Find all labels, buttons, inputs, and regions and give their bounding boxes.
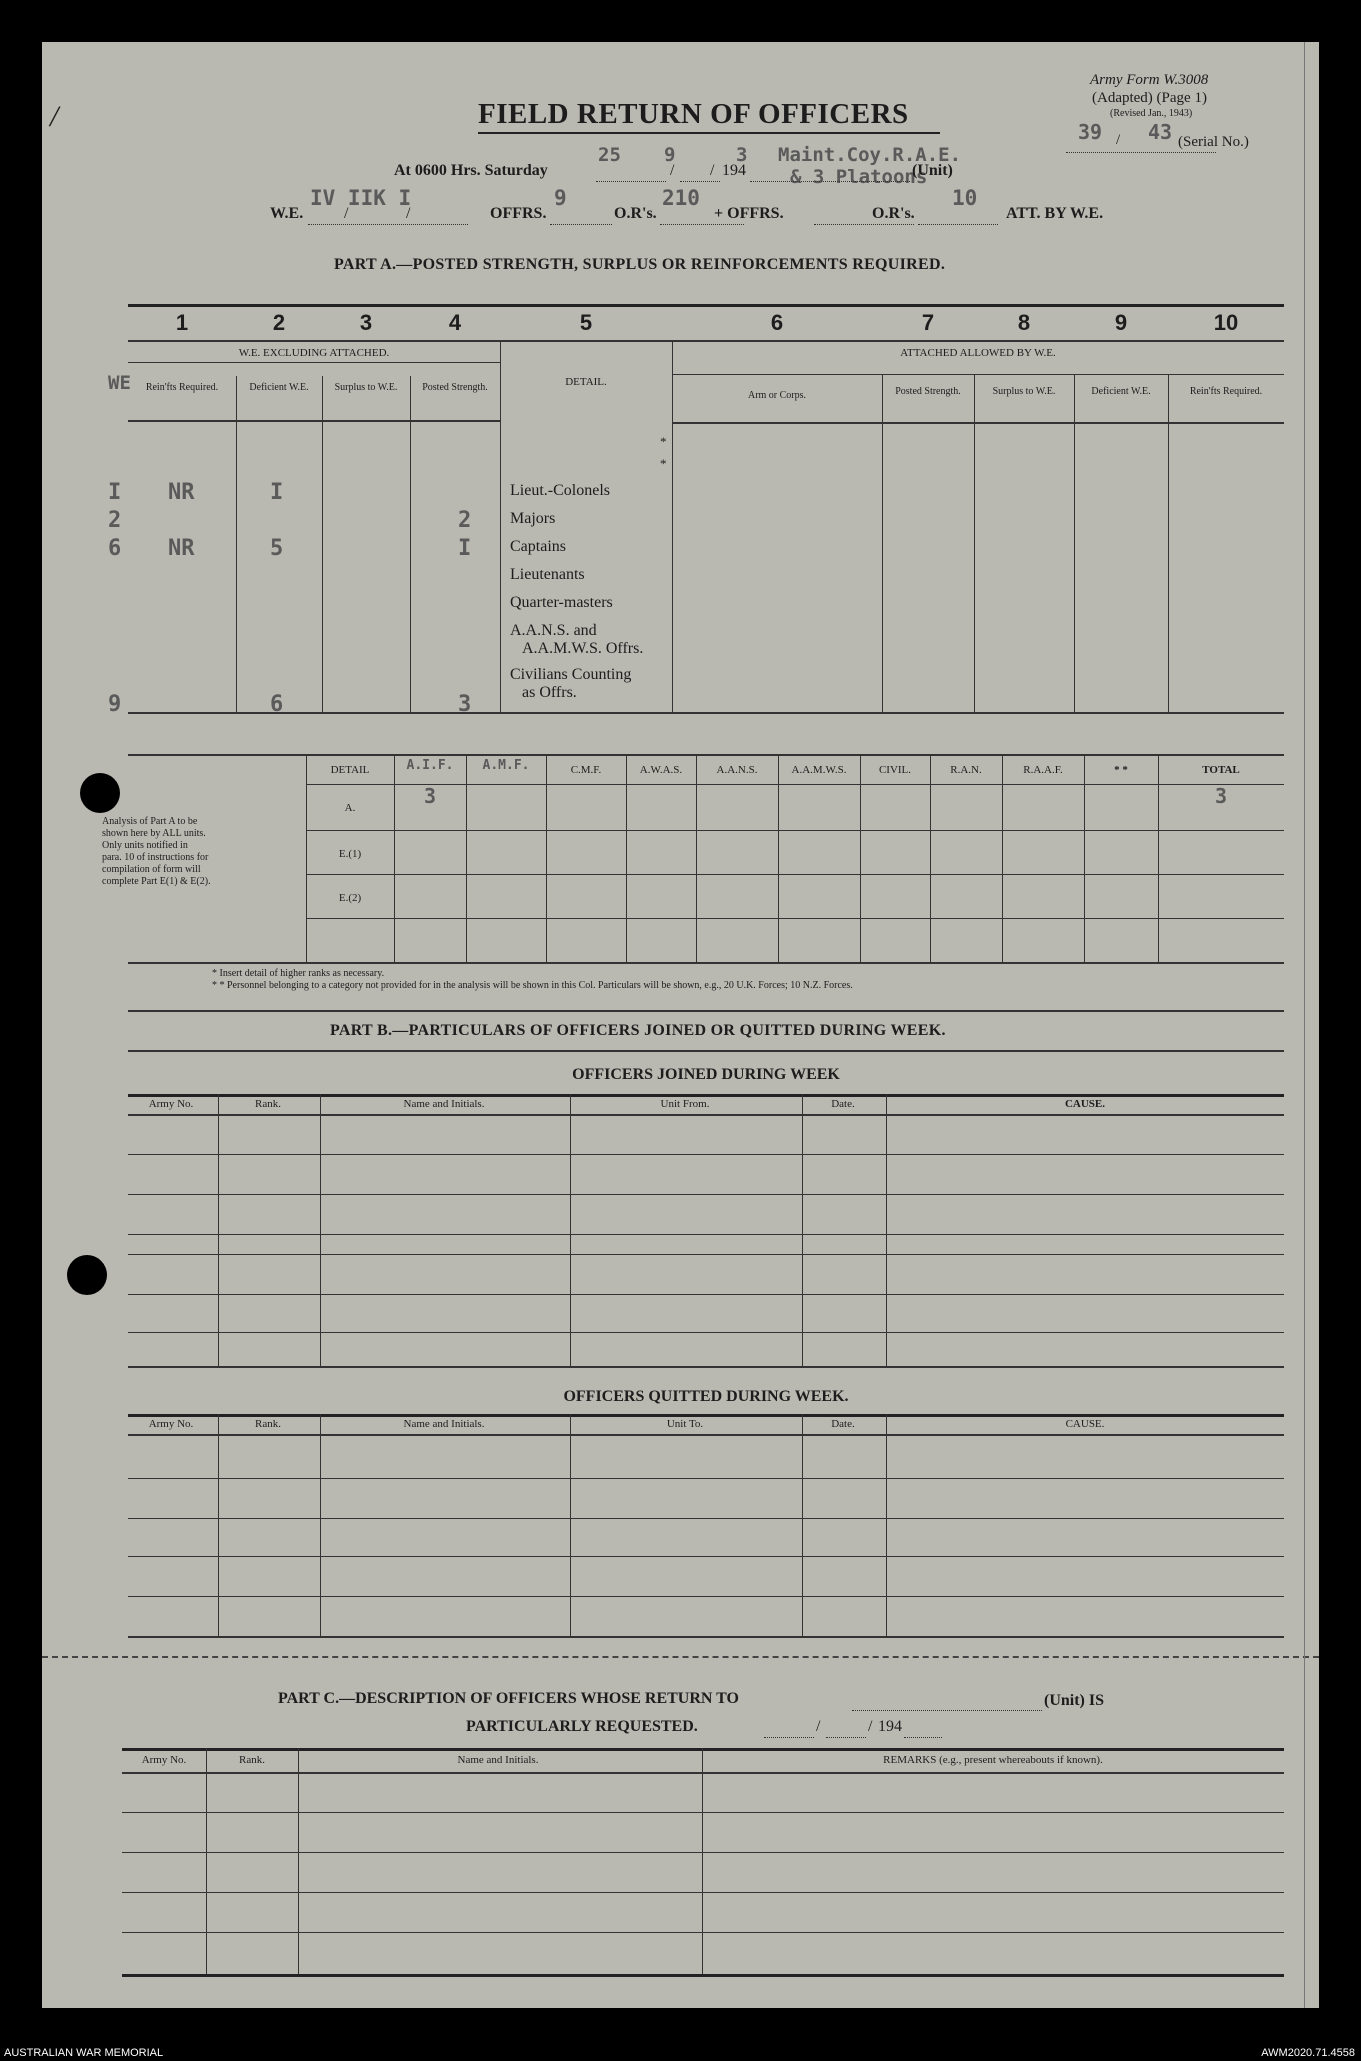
joined-header-date: Date. <box>831 1098 855 1110</box>
col-number-8: 8 <box>1017 310 1031 335</box>
ors2-value: 10 <box>952 186 978 210</box>
posted-captains: I <box>458 536 472 561</box>
footnote-2: * * Personnel belonging to a category not provided for in the analysis will be shown in this Col. Particulars will be shown, e.g., 20 U.K. Forces; 10 N.Z. Forces. <box>212 980 853 991</box>
quitted-header-army-no: Army No. <box>148 1418 194 1430</box>
header-deficient: Deficient W.E. <box>249 382 309 393</box>
corner-mark: / <box>50 100 59 133</box>
header-posted: Posted Strength. <box>422 382 488 393</box>
we-value: IV IIK I <box>310 186 412 210</box>
analysis-note <box>102 816 234 888</box>
analysis-header-aamws: A.A.M.W.S. <box>791 764 847 776</box>
col-number-5: 5 <box>579 310 593 335</box>
quitted-header-rank: Rank. <box>255 1418 281 1430</box>
unit-label: (Unit) <box>912 162 953 179</box>
we-total: 9 <box>108 692 122 717</box>
analysis-header-aans: A.A.N.S. <box>716 764 758 776</box>
serial-value-2: 43 <box>1148 120 1173 144</box>
rank-aamws: A.A.M.W.S. Offrs. <box>522 640 644 657</box>
serial-value: 39 <box>1078 120 1103 144</box>
analysis-note-line-1: Analysis of Part A to be <box>102 816 198 827</box>
analysis-aif-a-value: 3 <box>423 784 437 808</box>
part-a-title: PART A.—POSTED STRENGTH, SURPLUS OR REINFORCEMENTS REQUIRED. <box>334 256 946 273</box>
rank-as-offrs: as Offrs. <box>522 684 577 701</box>
header-surplus-att: Surplus to W.E. <box>992 386 1056 397</box>
unit-line-2: & 3 Platoons <box>790 166 928 188</box>
analysis-header-other: * * <box>1114 764 1128 776</box>
detail-header: DETAIL. <box>565 376 607 388</box>
serial-label: (Serial No.) <box>1178 134 1249 150</box>
posted-total: 3 <box>458 692 472 717</box>
joined-header-army-no: Army No. <box>148 1098 194 1110</box>
group-we-excluding: W.E. EXCLUDING ATTACHED. <box>238 347 390 359</box>
rank-majors: Majors <box>510 510 556 527</box>
deficient-captains: 5 <box>270 536 284 561</box>
deficient-lieut-colonels: I <box>270 480 284 505</box>
rank-civilians: Civilians Counting <box>510 666 632 683</box>
rank-lieutenants: Lieutenants <box>510 566 585 583</box>
part-b-title: PART B.—PARTICULARS OF OFFICERS JOINED OR QUITTED DURING WEEK. <box>330 1022 946 1039</box>
analysis-header-cmf: C.M.F. <box>570 764 602 776</box>
revised-note: (Revised Jan., 1943) <box>1110 108 1193 119</box>
analysis-note-line-3: Only units notified in <box>102 840 188 851</box>
col-number-7: 7 <box>921 310 935 335</box>
quitted-header-cause: CAUSE. <box>1065 1418 1105 1430</box>
rank-lieut-colonels: Lieut.-Colonels <box>510 482 610 499</box>
part-c-header-name: Name and Initials. <box>457 1754 539 1766</box>
we-handwritten-mark: WE <box>108 372 131 394</box>
analysis-note-line-5: compilation of form will <box>102 864 201 875</box>
footnote-1: * Insert detail of higher ranks as necessary. <box>212 968 385 979</box>
col-number-4: 4 <box>448 310 462 335</box>
year-prefix: 194 <box>722 162 746 179</box>
asterisk-1: * <box>660 434 667 449</box>
we-majors: 2 <box>108 508 122 533</box>
year-digit: 3 <box>736 144 748 166</box>
joined-title: OFFICERS JOINED DURING WEEK <box>572 1066 840 1083</box>
asterisk-2: * <box>660 456 667 471</box>
part-c-title-b: (Unit) IS <box>1044 1692 1105 1709</box>
analysis-header-total: TOTAL <box>1202 764 1240 776</box>
header-arm-corps: Arm or Corps. <box>747 390 807 401</box>
analysis-row-a: A. <box>344 802 356 814</box>
adapted-note: (Adapted) (Page 1) <box>1092 90 1207 106</box>
punch-hole-lower <box>67 1255 107 1295</box>
analysis-header-raaf: R.A.A.F. <box>1023 764 1063 776</box>
header-reinfts-att: Rein'fts Required. <box>1189 386 1263 397</box>
quitted-header-unit-to: Unit To. <box>666 1418 704 1430</box>
col-number-10: 10 <box>1213 310 1239 335</box>
header-surplus: Surplus to W.E. <box>334 382 398 393</box>
part-c-title-a: PART C.—DESCRIPTION OF OFFICERS WHOSE RETURN TO <box>278 1690 739 1707</box>
analysis-row-e2: E.(2) <box>338 892 362 904</box>
rank-aans: A.A.N.S. and <box>510 622 597 639</box>
we-label: W.E. <box>270 205 304 222</box>
header-reinfts: Rein'fts Required. <box>145 382 219 393</box>
col-number-2: 2 <box>272 310 286 335</box>
date-day: 25 <box>598 144 621 166</box>
we-captains: 6 <box>108 536 122 561</box>
analysis-header-detail: DETAIL <box>330 764 370 776</box>
date-month: 9 <box>664 144 676 166</box>
quitted-title: OFFICERS QUITTED DURING WEEK. <box>563 1388 849 1405</box>
quitted-header-date: Date. <box>831 1418 855 1430</box>
analysis-total-a-value: 3 <box>1214 784 1228 808</box>
col-number-3: 3 <box>359 310 373 335</box>
army-form-number: Army Form W.3008 <box>1090 72 1209 88</box>
offrs-value: 9 <box>554 186 567 210</box>
form-title: FIELD RETURN OF OFFICERS <box>478 98 909 130</box>
part-c-header-army-no: Army No. <box>141 1754 187 1766</box>
unit-line-1: Maint.Coy.R.A.E. <box>778 144 962 166</box>
reinf-lieut-colonels: NR <box>168 480 195 505</box>
col-number-6: 6 <box>770 310 784 335</box>
footer-accession: AWM2020.71.4558 <box>1261 2047 1355 2059</box>
col-number-9: 9 <box>1114 310 1128 335</box>
group-attached-allowed: ATTACHED ALLOWED BY W.E. <box>900 347 1056 359</box>
ors-label: O.R's. <box>614 205 657 222</box>
att-label: ATT. BY W.E. <box>1006 205 1104 222</box>
analysis-row-e1: E.(1) <box>338 848 362 860</box>
plus-offrs-label: + OFFRS. <box>714 205 784 222</box>
ors2-label: O.R's. <box>872 205 915 222</box>
deficient-total: 6 <box>270 692 284 717</box>
joined-header-cause: CAUSE. <box>1064 1098 1106 1110</box>
offrs-label: OFFRS. <box>490 205 547 222</box>
we-lieut-colonels: I <box>108 480 122 505</box>
analysis-note-line-2: shown here by ALL units. <box>102 828 206 839</box>
joined-header-unit-from: Unit From. <box>660 1098 710 1110</box>
analysis-header-awas: A.W.A.S. <box>639 764 683 776</box>
quitted-header-name: Name and Initials. <box>403 1418 485 1430</box>
header-deficient-att: Deficient W.E. <box>1091 386 1151 397</box>
part-c-subtitle-a: PARTICULARLY REQUESTED. <box>466 1718 698 1735</box>
analysis-header-civil: CIVIL. <box>878 764 912 776</box>
joined-header-rank: Rank. <box>255 1098 281 1110</box>
rank-captains: Captains <box>510 538 566 555</box>
reinf-captains: NR <box>168 536 195 561</box>
footer-source: AUSTRALIAN WAR MEMORIAL <box>4 2047 164 2059</box>
posted-majors: 2 <box>458 508 472 533</box>
analysis-header-ran: R.A.N. <box>950 764 982 776</box>
part-c-subtitle-b: 194 <box>878 1718 902 1735</box>
rank-quarter-masters: Quarter-masters <box>510 594 613 611</box>
joined-header-name: Name and Initials. <box>403 1098 485 1110</box>
part-c-header-remarks: REMARKS (e.g., present whereabouts if known). <box>883 1754 1103 1766</box>
analysis-header-amf: A.M.F. <box>482 758 530 773</box>
header-posted-att: Posted Strength. <box>895 386 961 397</box>
analysis-note-line-6: complete Part E(1) & E(2). <box>102 876 211 887</box>
ors-value: 210 <box>662 186 700 210</box>
at-line-label: At 0600 Hrs. Saturday <box>394 162 548 179</box>
analysis-header-aif: A.I.F. <box>406 758 454 773</box>
form-sheet: / Army Form W.3008 (Adapted) (Page 1) (Revised Jan., 1943) 39 / 43 (Serial No.) FIELD RETURN OF OFFICERS Maint.Coy.R.A.E. & 3 Platoons At 0600 Hrs. Saturday 25 / 9 / 194 3 (Unit) W.E. IV IIK I / / OFFRS. 9 O.R's. 210 + OFFRS. O.R's. 10 ATT. BY W.E. PART A.—POSTED STRENGTH, SURPLUS OR REINFORCEMENTS REQUIRED. 1 2 3 4 5 6 7 8 9 10 W.E. EXCLUDING ATTACHED. ATTACHED ALLOWED BY W.E. DETAIL. Rein'fts Required. Deficient W.E. Surplus to W.E. Posted Strength. Arm or Corps. Posted Strength. Surplus to W.E. Deficient W.E. Rein'fts Required. WE * * Lieut.-Colonels Majors Captains Lieutenants Quarter-masters A.A.N.S. and A.A.M.W.S. Offrs. Civilians Counting as Offrs. I 2 6 9 NR NR I 5 6 2 I 3 Analysis of Part A to be shown here by ALL units. Only units notified in para. 10 of instructions for compilation of form will complete Part E(1) & E(2). DETAIL A.I.F. A.M.F. C.M.F. A.W.A.S. A.A.N.S. A.A.M.W.S. CIVIL. R.A.N. R.A.A.F. * * TOTAL A. E.(1) E.(2) 3 3 * Insert detail of higher ranks as necessary. * * Personnel belonging to a category not provided for in the analysis will be shown in this Col. Particulars will be shown, e.g., 20 U.K. Forces; 10 N.Z. Forces. PART B.—PARTICULARS OF OFFICERS JOINED OR QUITTED DURING WEEK. OFFICERS JOINED DURING WEEK Army No. Rank. Name and Initials. Unit From. Date. CAUSE. OFFICERS QUITTED DURING WEEK. Army No. Rank. Name and Initials. Unit To. Date. CAUSE. PART C.—DESCRIPTION OF OFFICERS WHOSE RETURN TO (Unit) IS PARTICULARLY REQUESTED. / / 194 Army No. Rank. Name and Initials. REMARKS (e.g., present whereabouts if known). <box>42 42 1319 2008</box>
punch-hole-upper <box>80 773 120 813</box>
col-number-1: 1 <box>175 310 189 335</box>
analysis-note-line-4: para. 10 of instructions for <box>102 852 209 863</box>
part-c-header-rank: Rank. <box>239 1754 265 1766</box>
